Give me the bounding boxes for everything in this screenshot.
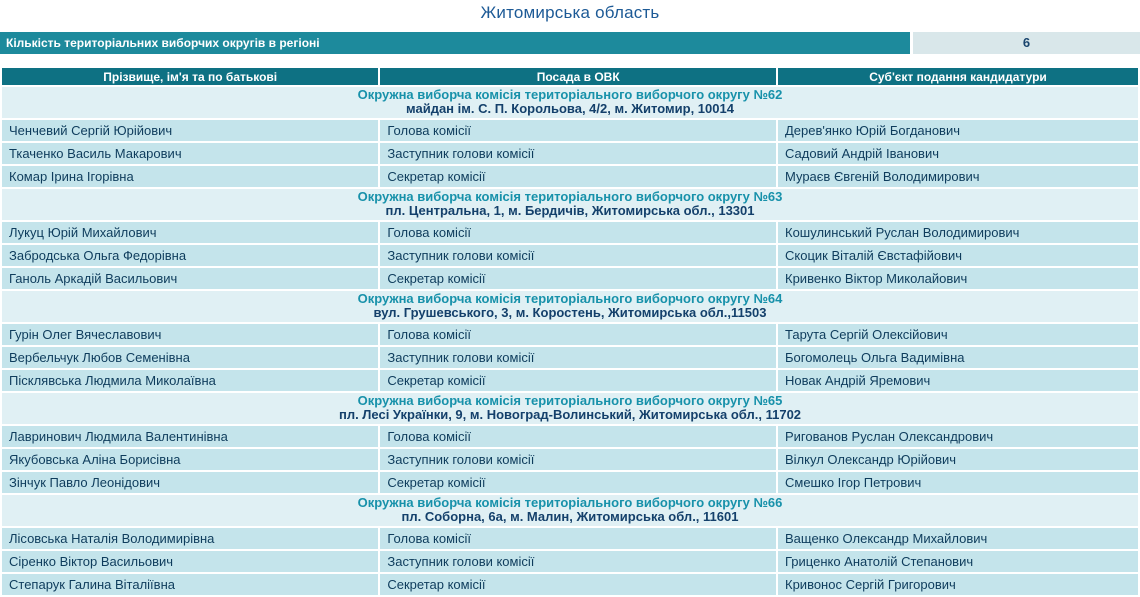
section-address: пл. Лесі Українки, 9, м. Новоград-Волинський, Житомирська обл., 11702	[338, 407, 802, 422]
cell-subject: Скоцик Віталій Євстафійович	[778, 245, 1138, 266]
table-row	[2, 166, 1138, 187]
cell-person-name: Сіренко Віктор Васильович	[2, 551, 378, 572]
cell-subject: Ригованов Руслан Олександрович	[778, 426, 1138, 447]
section-address: пл. Соборна, 6а, м. Малин, Житомирська обл., 11601	[401, 509, 739, 524]
cell-position: Заступник голови комісії	[380, 143, 776, 164]
cell-position: Голова комісії	[380, 324, 776, 345]
cell-position: Голова комісії	[380, 528, 776, 549]
section-title: Окружна виборча комісія територіального виборчого округу №66	[357, 495, 783, 510]
cell-subject: Кривенко Віктор Миколайович	[778, 268, 1138, 289]
table-row	[2, 324, 1138, 345]
table-header-row	[2, 68, 1138, 85]
summary-bar	[0, 32, 1140, 54]
table-row	[2, 268, 1138, 289]
cell-person-name: Гурін Олег Вячеславович	[2, 324, 378, 345]
cell-person-name: Степарук Галина Віталіївна	[2, 574, 378, 595]
section-header-row	[2, 291, 1138, 322]
section-header-row	[2, 393, 1138, 424]
cell-subject: Богомолець Ольга Вадимівна	[778, 347, 1138, 368]
cell-person-name: Комар Ірина Ігорівна	[2, 166, 378, 187]
section-header-row	[2, 495, 1138, 526]
cell-position: Секретар комісії	[380, 574, 776, 595]
column-header-position: Посада в ОВК	[380, 68, 776, 85]
cell-position: Заступник голови комісії	[380, 347, 776, 368]
table-row	[2, 472, 1138, 493]
cell-position: Заступник голови комісії	[380, 551, 776, 572]
cell-subject: Смешко Ігор Петрович	[778, 472, 1138, 493]
cell-subject: Ващенко Олександр Михайлович	[778, 528, 1138, 549]
cell-subject: Дерев'янко Юрій Богданович	[778, 120, 1138, 141]
cell-position: Секретар комісії	[380, 268, 776, 289]
cell-person-name: Ганоль Аркадій Васильович	[2, 268, 378, 289]
section-header-row	[2, 87, 1138, 118]
cell-person-name: Забродська Ольга Федорівна	[2, 245, 378, 266]
section-address: пл. Центральна, 1, м. Бердичів, Житомирська обл., 13301	[385, 203, 755, 218]
cell-position: Голова комісії	[380, 120, 776, 141]
cell-person-name: Зінчук Павло Леонідович	[2, 472, 378, 493]
section-address: майдан ім. С. П. Корольова, 4/2, м. Житомир, 10014	[406, 101, 734, 116]
section-title: Окружна виборча комісія територіального виборчого округу №62	[357, 87, 783, 102]
section-address: вул. Грушевського, 3, м. Коростень, Житомирська обл.,11503	[373, 305, 767, 320]
cell-position: Секретар комісії	[380, 166, 776, 187]
cell-subject: Садовий Андрій Іванович	[778, 143, 1138, 164]
table-row	[2, 426, 1138, 447]
summary-value: 6	[913, 32, 1140, 54]
section-title: Окружна виборча комісія територіального виборчого округу №63	[357, 189, 783, 204]
cell-subject: Мураєв Євгеній Володимирович	[778, 166, 1138, 187]
table-row	[2, 551, 1138, 572]
cell-subject: Гриценко Анатолій Степанович	[778, 551, 1138, 572]
cell-subject: Вілкул Олександр Юрійович	[778, 449, 1138, 470]
cell-position: Секретар комісії	[380, 370, 776, 391]
column-header-name: Прізвище, ім'я та по батькові	[2, 68, 378, 85]
cell-person-name: Лавринович Людмила Валентинівна	[2, 426, 378, 447]
table-row	[2, 143, 1138, 164]
page-title: Житомирська область	[480, 3, 660, 22]
table-row	[2, 347, 1138, 368]
cell-subject: Новак Андрій Яремович	[778, 370, 1138, 391]
cell-position: Голова комісії	[380, 426, 776, 447]
cell-person-name: Якубовська Аліна Борисівна	[2, 449, 378, 470]
cell-person-name: Вербельчук Любов Семенівна	[2, 347, 378, 368]
cell-person-name: Ткаченко Василь Макарович	[2, 143, 378, 164]
summary-label: Кількість територіальних виборчих округів в регіоні	[0, 32, 910, 54]
cell-person-name: Лісовська Наталія Володимирівна	[2, 528, 378, 549]
cell-position: Заступник голови комісії	[380, 245, 776, 266]
cell-person-name: Пісклявська Людмила Миколаївна	[2, 370, 378, 391]
cell-position: Заступник голови комісії	[380, 449, 776, 470]
table-row	[2, 370, 1138, 391]
section-title: Окружна виборча комісія територіального виборчого округу №64	[357, 291, 783, 306]
column-header-subject: Суб'єкт подання кандидатури	[778, 68, 1138, 85]
table-row	[2, 449, 1138, 470]
table-row	[2, 245, 1138, 266]
commissions-table	[0, 66, 1140, 597]
cell-subject: Тарута Сергій Олексійович	[778, 324, 1138, 345]
cell-subject: Кошулинський Руслан Володимирович	[778, 222, 1138, 243]
table-row	[2, 528, 1138, 549]
cell-person-name: Лукуц Юрій Михайлович	[2, 222, 378, 243]
cell-position: Секретар комісії	[380, 472, 776, 493]
table-row	[2, 120, 1138, 141]
cell-person-name: Ченчевий Сергій Юрійович	[2, 120, 378, 141]
cell-position: Голова комісії	[380, 222, 776, 243]
table-row	[2, 222, 1138, 243]
section-header-row	[2, 189, 1138, 220]
section-title: Окружна виборча комісія територіального виборчого округу №65	[357, 393, 783, 408]
cell-subject: Кривонос Сергій Григорович	[778, 574, 1138, 595]
